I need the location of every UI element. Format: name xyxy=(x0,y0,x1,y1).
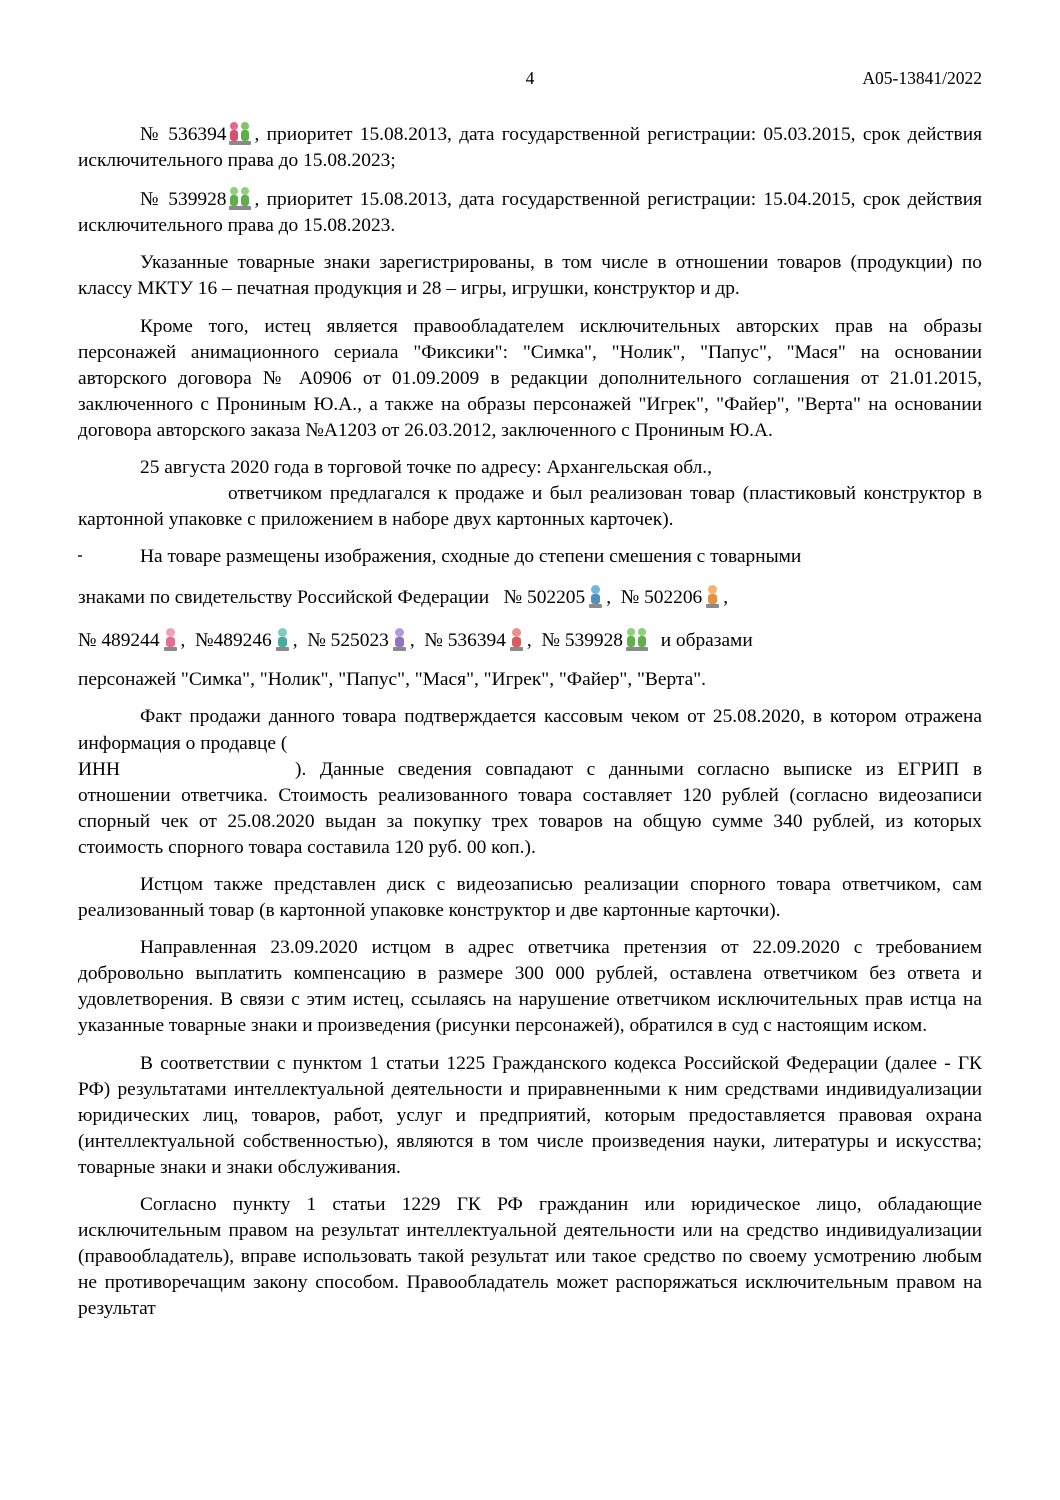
trademark-thumbnail-icon xyxy=(163,626,178,652)
trademark-thumbnail-icon xyxy=(705,583,720,609)
paragraph-trademark-list-line-1: знаками по свидетельству Российской Федерации № 502205 , № 502206 , xyxy=(78,581,982,615)
paragraph-article-1229: Согласно пункту 1 статьи 1229 ГК РФ гражданин или юридическое лицо, обладающие исключительным правом на результат интеллектуальной деятельности или на средство индивидуализации (правообладатель), вправе использовать такой результат или такое средство по своему усмотрению любым не противоречащим закону способом. Правообладатель может распоряжаться исключительным правом на результат xyxy=(78,1194,982,1320)
document-body xyxy=(78,120,982,1322)
paragraph-infringing-marks xyxy=(78,544,982,570)
trademark-list-tail: и образами xyxy=(660,630,753,652)
trademark-thumbnail-icon xyxy=(229,120,251,146)
trademark-thumbnail-icon xyxy=(509,626,524,652)
receipt-facts-part-1: Факт продажи данного товара подтверждается кассовым чеком от 25.08.2020, в котором отражена информация о продавце ( xyxy=(78,706,982,754)
trademark-number-539928: № 539928 xyxy=(140,189,227,211)
trademark-details-539928: , приоритет 15.08.2013, дата государственной регистрации: 15.04.2015, срок действия исключительного права до 15.08.2023. xyxy=(78,189,982,237)
trademark-number-489244: № 489244 xyxy=(78,630,160,652)
paragraph-claim-letter: Направленная 23.09.2020 истцом в адрес ответчика претензия от 22.09.2020 с требованием добровольно выплатить компенсацию в размере 300 000 рублей, оставлена ответчиком без ответа и удовлетворения. В связи с этим истец, ссылаясь на нарушение ответчиком исключительных прав истца на указанные товарные знаки и произведения (рисунки персонажей), обратился в суд с настоящим иском. xyxy=(78,937,982,1037)
trademark-number-536394: № 536394 xyxy=(140,124,227,145)
page-number: 4 xyxy=(525,68,535,88)
receipt-inn-label: ИНН xyxy=(78,758,121,780)
page-header xyxy=(78,70,982,98)
paragraph-article-1225: В соответствии с пунктом 1 статьи 1225 Гражданского кодекса Российской Федерации (далее - ГК РФ) результатами интеллектуальной деятельности и приравненными к ним средствами индивидуализации юридических лиц, товаров, работ, услуг и предприятий, которым предоставляется правовая охрана (интеллектуальной собственностью), являются в том числе произведения науки, литературы и искусства; товарные знаки и знаки обслуживания. xyxy=(78,1052,982,1178)
redacted-inn-value xyxy=(120,761,295,779)
paragraph-trademark-536394 xyxy=(78,120,982,174)
receipt-facts-part-2: ). Данные сведения совпадают с данными согласно выписке из ЕГРИП в отношении ответчика. Стоимость реализованного товара составляет 120 рублей (согласно видеозаписи спорный чек от 25.08.2020 выдан за покупку трех товаров на общую сумме 340 рублей, из которых стоимость спорного товара составила 120 руб. 00 коп.). xyxy=(78,758,982,858)
scan-artifact xyxy=(78,555,82,557)
paragraph-sale-event xyxy=(78,455,982,533)
trademark-thumbnail-icon xyxy=(275,626,290,652)
trademark-thumbnail-icon xyxy=(229,185,251,211)
trademark-thumbnail-icon xyxy=(392,626,407,652)
trademark-number-489246: №489246 xyxy=(195,630,272,652)
redacted-address xyxy=(78,486,228,504)
redacted-seller-name xyxy=(287,735,517,753)
paragraph-mktu-classes: Указанные товарные знаки зарегистрированы, в том числе в отношении товаров (продукции) по классу МКТУ 16 – печатная продукция и 28 – игры, игрушки, конструктор и др. xyxy=(78,252,982,300)
sale-event-line-1: 25 августа 2020 года в торговой точке по адресу: Архангельская обл., xyxy=(140,457,712,479)
paragraph-trademark-539928 xyxy=(78,185,982,239)
paragraph-author-rights: Кроме того, истец является правообладателем исключительных авторских прав на образы персонажей анимационного сериала "Фиксики": "Симка", "Нолик", "Папус", "Мася" на основании авторского договора № А0906 от 01.09.2009 в редакции дополнительного соглашения от 21.01.2015, заключенного с Прониным Ю.А., а также на образы персонажей "Игрек", "Файер", "Верта" на основании договора авторского заказа №А1203 от 26.03.2012, заключенного с Прониным Ю.А. xyxy=(78,315,982,441)
trademark-thumbnail-icon xyxy=(626,626,648,652)
trademark-number-539928: № 539928 xyxy=(541,630,623,652)
trademark-number-525023: № 525023 xyxy=(307,630,389,652)
infringing-marks-intro: На товаре размещены изображения, сходные до степени смешения с товарными xyxy=(140,546,802,568)
paragraph-video-evidence: Истцом также представлен диск с видеозаписью реализации спорного товара ответчиком, сам реализованный товар (в картонной упаковке конструктор и две картонные карточки). xyxy=(78,873,982,922)
trademark-list-intro: знаками по свидетельству Российской Федерации xyxy=(78,587,490,609)
trademark-thumbnail-icon xyxy=(588,583,603,609)
trademark-details-536394: , приоритет 15.08.2013, дата государственной регистрации: 05.03.2015, срок действия исключительного права до 15.08.2023; xyxy=(78,124,982,172)
paragraph-character-names: персонажей "Симка", "Нолик", "Папус", "Мася", "Игрек", "Файер", "Верта". xyxy=(78,669,706,691)
case-number: A05-13841/2022 xyxy=(862,68,982,88)
paragraph-receipt-facts xyxy=(78,704,982,861)
paragraph-trademark-list-line-2: № 489244 , №489246 , № 525023 , № 536394 , № 539928 и образами xyxy=(78,624,982,658)
trademark-number-502206: № 502206 xyxy=(620,587,703,609)
trademark-number-536394: № 536394 xyxy=(424,630,506,652)
sale-event-line-2: ответчиком предлагался к продаже и был реализован товар (пластиковый конструктор в картонной упаковке с приложением в наборе двух картонных карточек). xyxy=(78,483,982,531)
trademark-number-502205: № 502205 xyxy=(503,587,586,609)
